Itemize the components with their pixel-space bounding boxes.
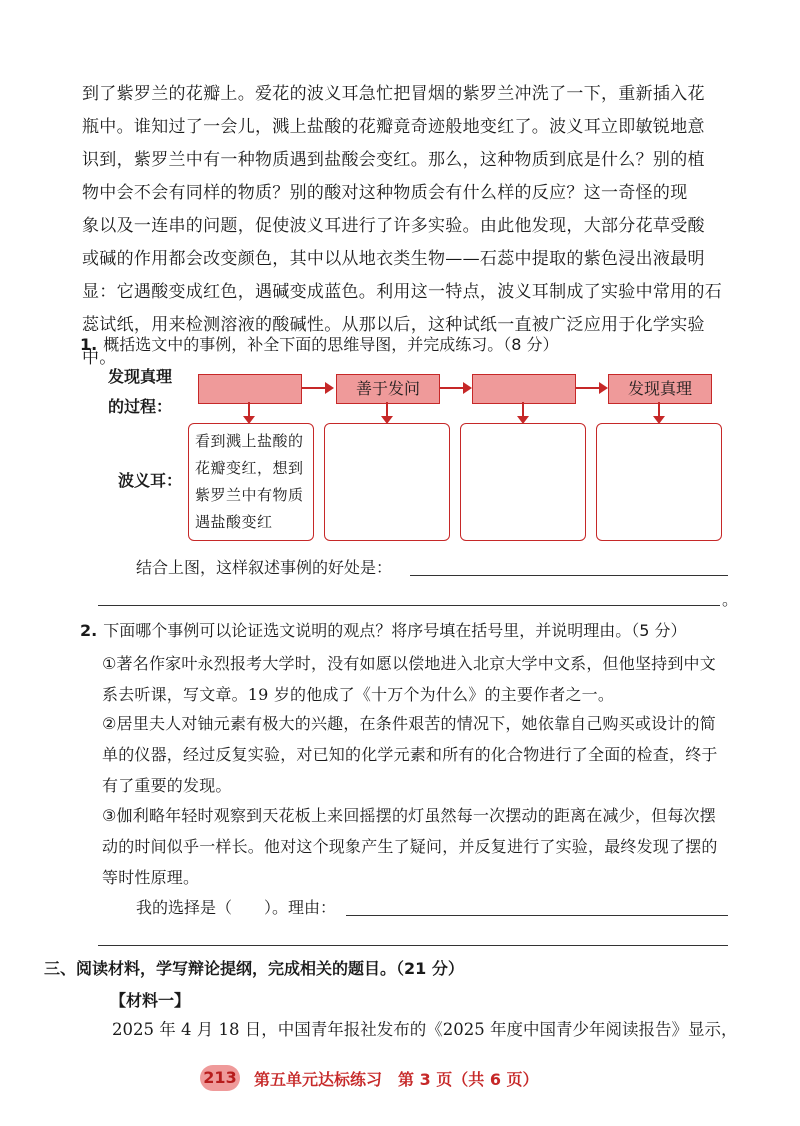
passage-line: 象以及一连串的问题，促使波义耳进行了许多实验。由此他发现，大部分花草受酸 <box>82 216 705 236</box>
option-number: ② <box>102 714 117 733</box>
mindmap-head-box-4: 发现真理 <box>608 374 712 404</box>
arrow-right-icon <box>302 387 332 389</box>
question-1-title <box>80 333 559 357</box>
content-box-text: 看到溅上盐酸的花瓣变红，想到紫罗兰中有物质遇盐酸变红 <box>195 432 304 531</box>
passage-line: 识到，紫罗兰中有一种物质遇到盐酸会变红。那么，这种物质到底是什么？别的植 <box>82 150 705 170</box>
question-2-title <box>80 619 687 643</box>
person-label: 波义耳： <box>118 471 183 490</box>
material-first-line: 2025 年 4 月 18 日，中国青年报社发布的《2025 年度中国青少年阅读报告》显示， <box>112 1020 738 1039</box>
passage-line: 到了紫罗兰的花瓣上。爱花的波义耳急忙把冒烟的紫罗兰冲洗了一下，重新插入花 <box>82 84 705 104</box>
page-footer <box>200 1064 539 1092</box>
passage-line: 显：它遇酸变成红色，遇碱变成蓝色。利用这一特点，波义耳制成了实验中常用的石 <box>82 282 723 302</box>
option-3 <box>102 800 732 893</box>
answer-line[interactable] <box>410 574 728 576</box>
reading-passage <box>82 78 732 375</box>
passage-line: 蕊试纸，用来检测溶液的酸碱性。从那以后，这种试纸一直被广泛应用于化学实验中。 <box>82 315 705 368</box>
question-number: 1. <box>80 335 98 354</box>
mindmap-row-label <box>108 362 172 422</box>
arrow-down-icon <box>658 402 660 420</box>
mindmap-head-box-3[interactable] <box>472 374 576 404</box>
mindmap-head-box-2: 善于发问 <box>336 374 440 404</box>
page-number-badge: 213 <box>200 1065 240 1091</box>
mindmap-content-box-2[interactable] <box>324 423 450 541</box>
question-number: 2. <box>80 621 98 640</box>
mindmap-content-box-3[interactable] <box>460 423 586 541</box>
option-number: ③ <box>102 806 117 825</box>
passage-line: 物中会不会有同样的物质？别的酸对这种物质会有什么样的反应？这一奇怪的现 <box>82 183 688 203</box>
row-label-line-1: 发现真理 <box>108 367 173 386</box>
arrow-right-icon <box>440 387 470 389</box>
arrow-down-icon <box>386 402 388 420</box>
option-2 <box>102 708 732 801</box>
material-label: 【材料一】 <box>110 991 191 1010</box>
mindmap-content-box-1 <box>188 423 314 541</box>
answer-line[interactable] <box>98 944 728 946</box>
arrow-right-icon <box>576 387 606 389</box>
choice-prompt: 我的选择是（ ）。理由： <box>136 898 337 917</box>
question-text: 概括选文中的事例，补全下面的思维导图，并完成练习。（8 分） <box>103 335 559 354</box>
row-label-line-2: 的过程： <box>108 397 173 416</box>
end-mark: 。 <box>722 590 739 609</box>
option-text: 伽利略年轻时观察到天花板上来回摇摆的灯虽然每一次摆动的距离在减少，但每次摆动的时间似乎一样长。他对这个现象产生了疑问，并反复进行了实验，最终发现了摆的等时性原理。 <box>102 806 718 887</box>
arrow-down-icon <box>522 402 524 420</box>
passage-line: 瓶中。谁知过了一会儿，溅上盐酸的花瓣竟奇迹般地变红了。波义耳立即敏锐地意 <box>82 117 705 137</box>
option-text: 居里夫人对铀元素有极大的兴趣，在条件艰苦的情况下，她依靠自己购买或设计的简单的仪器，经过反复实验，对已知的化学元素和所有的化合物进行了全面的检查，终于有了重要的发现。 <box>102 714 718 795</box>
question-text: 下面哪个事例可以论证选文说明的观点？将序号填在括号里，并说明理由。（5 分） <box>103 621 687 640</box>
arrow-down-icon <box>248 402 250 420</box>
mindmap-head-box-1[interactable] <box>198 374 302 404</box>
footer-text: 第五单元达标练习 第 3 页（共 6 页） <box>254 1069 539 1089</box>
option-text: 著名作家叶永烈报考大学时，没有如愿以偿地进入北京大学中文系，但他坚持到中文系去听课，写文章。19 岁的他成了《十万个为什么》的主要作者之一。 <box>102 654 716 704</box>
option-1 <box>102 648 732 710</box>
option-number: ① <box>102 654 117 673</box>
mindmap-content-box-4[interactable] <box>596 423 722 541</box>
answer-line[interactable] <box>98 604 720 606</box>
summary-prompt: 结合上图，这样叙述事例的好处是： <box>136 558 393 577</box>
section-3-title: 三、阅读材料，学写辩论提纲，完成相关的题目。（21 分） <box>44 959 464 978</box>
answer-line[interactable] <box>346 914 728 916</box>
passage-line: 或碱的作用都会改变颜色，其中以从地衣类生物——石蕊中提取的紫色浸出液最明 <box>82 249 705 269</box>
